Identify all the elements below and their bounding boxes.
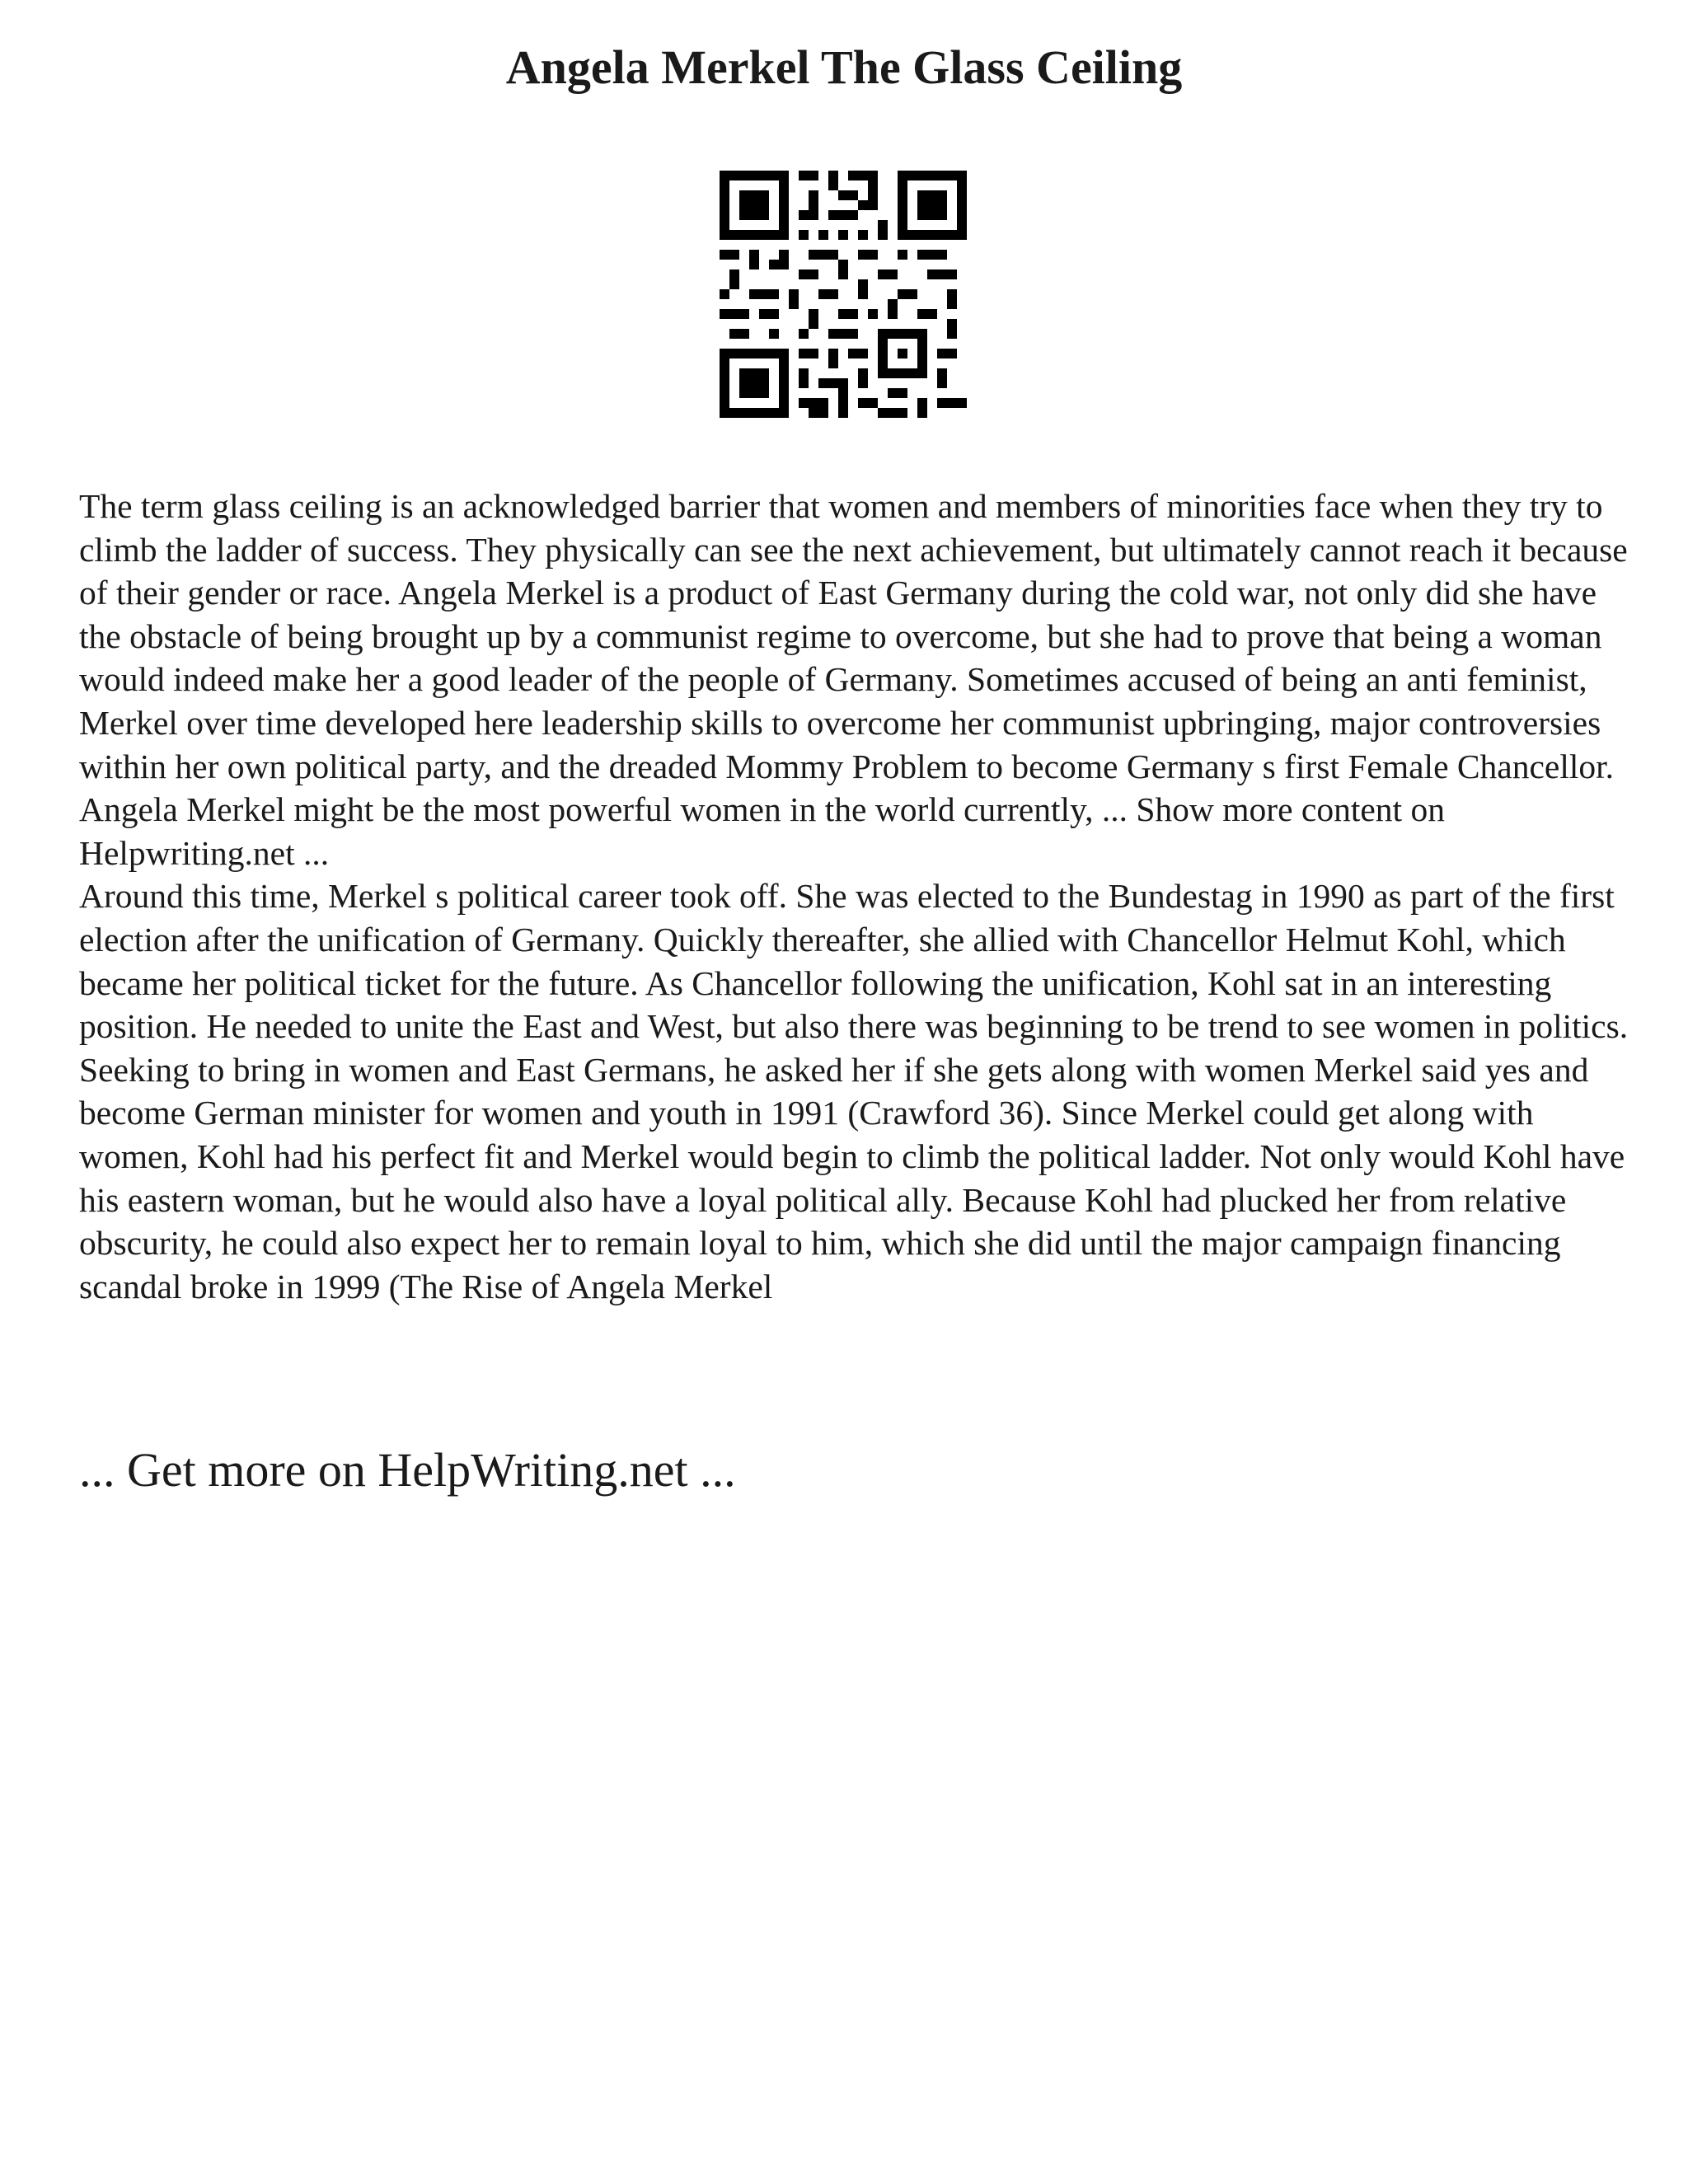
get-more-link[interactable]: ... Get more on HelpWriting.net ...: [79, 1443, 736, 1497]
paragraph: The term glass ceiling is an acknowledged barrier that women and members of minorities face when they try to climb the ladder of success. They physically can see the next achievement, but ultimately cannot reach it because of their gender or race. Angela Merkel is a product of East Germany during the cold war, not only did she have the obstacle of being brought up by a communist regime to overcome, but she had to prove that being a woman would indeed make her a good leader of the people of Germany. Sometimes accused of being an anti feminist, Merkel over time developed here leadership skills to overcome her communist upbringing, major controversies within her own political party, and the dreaded Mommy Problem to become Germany s first Female Chancellor.: [79, 487, 1628, 785]
page-title: Angela Merkel The Glass Ceiling: [505, 40, 1183, 94]
article-body: [79, 485, 1629, 1308]
paragraph: Angela Merkel might be the most powerful women in the world currently, ... Show more content on Helpwriting.net ...: [79, 790, 1445, 872]
qr-code-icon: [720, 171, 967, 418]
paragraph: Around this time, Merkel s political career took off. She was elected to the Bundestag in 1990 as part of the first election after the unification of Germany. Quickly thereafter, she allied with Chancellor Helmut Kohl, which became her political ticket for the future. As Chancellor following the unification, Kohl sat in an interesting position. He needed to unite the East and West, but also there was beginning to be trend to see women in politics. Seeking to bring in women and East Germans, he asked her if she gets along with women Merkel said yes and become German minister for women and youth in 1991 (Crawford 36). Since Merkel could get along with women, Kohl had his perfect fit and Merkel would begin to climb the political ladder. Not only would Kohl have his eastern woman, but he would also have a loyal political ally. Because Kohl had plucked her from relative obscurity, he could also expect her to remain loyal to him, which she did until the major campaign financing scandal broke in 1999 (The Rise of Angela Merkel: [79, 877, 1629, 1305]
